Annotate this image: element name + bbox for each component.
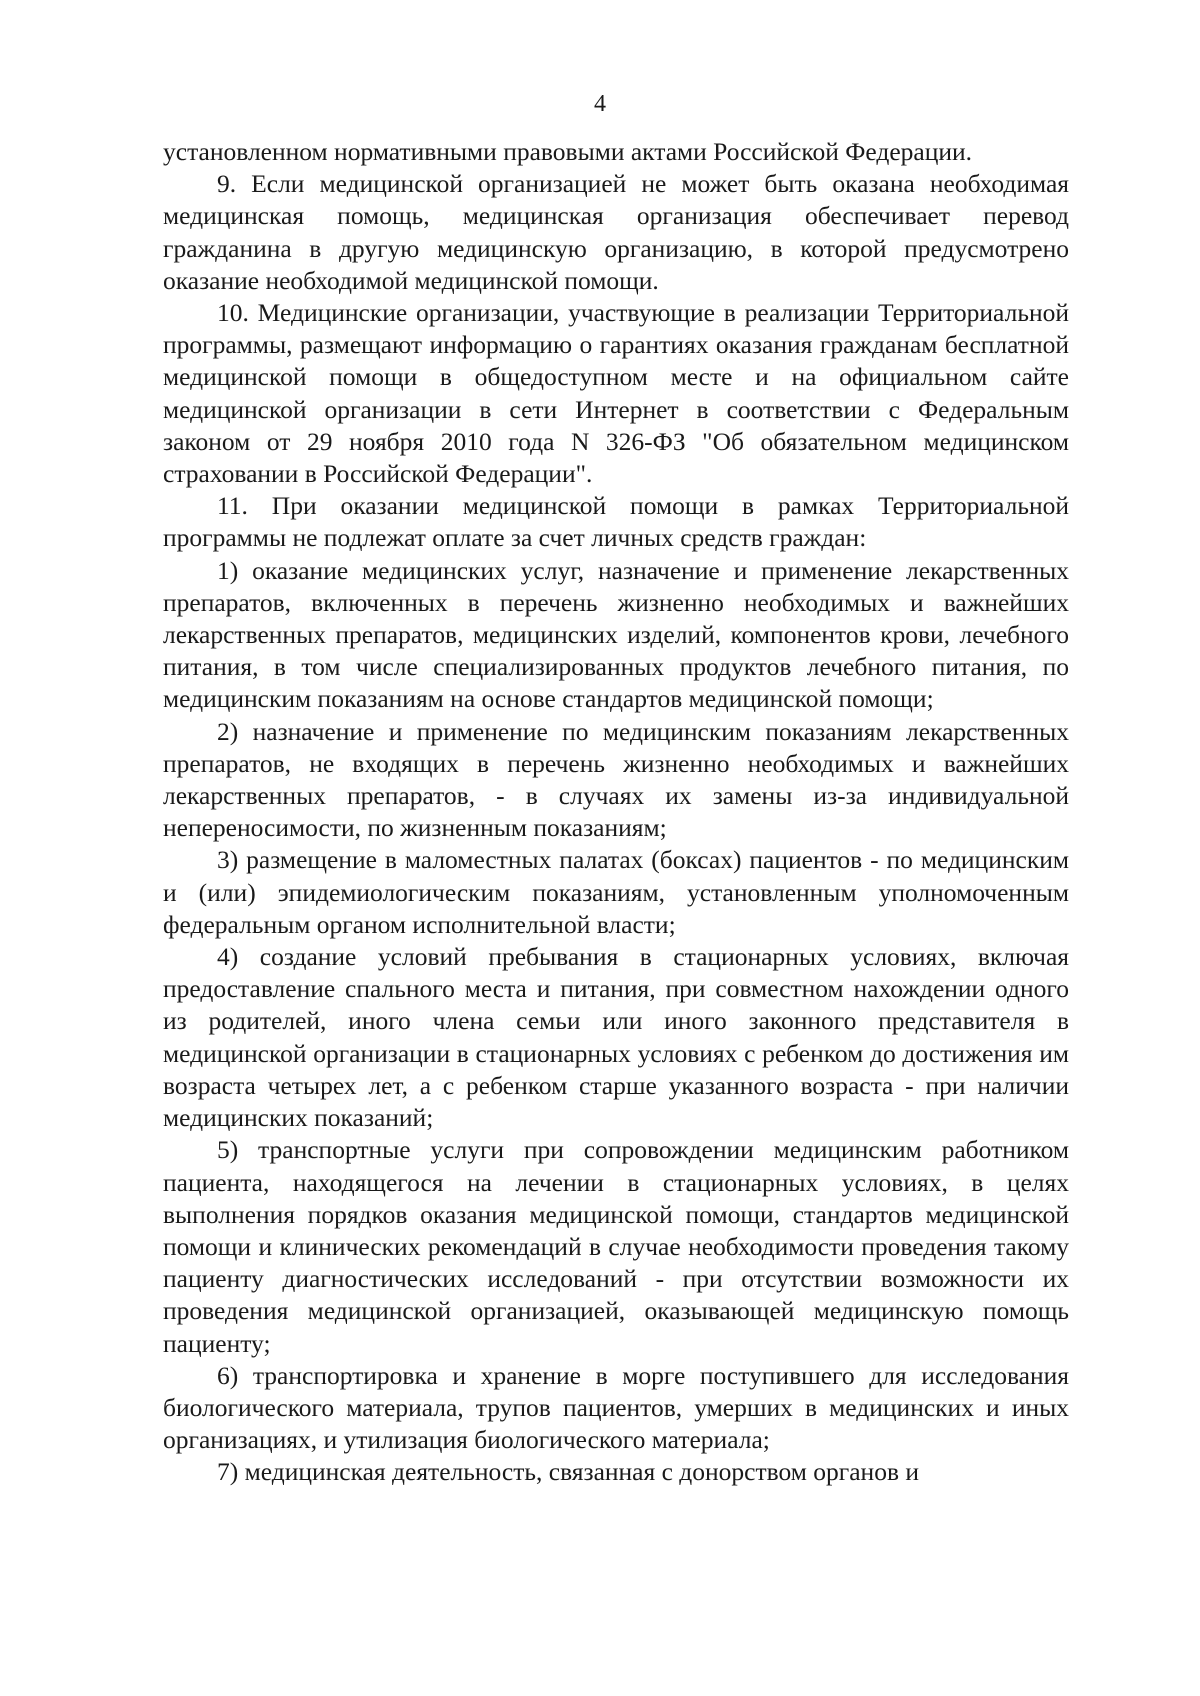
document-body	[163, 136, 1069, 1489]
paragraph-item-9: 9. Если медицинской организацией не может быть оказана необходимая медицинская помощь, медицинская организация обеспечивает перевод гражданина в другую медицинскую организацию, в которой предусмотрено оказание необходимой медицинской помощи.	[163, 169, 1069, 295]
subitem-5: 5) транспортные услуги при сопровождении медицинским работником пациента, находящегося на лечении в стационарных условиях, в целях выполнения порядков оказания медицинской помощи, стандартов медицинской помощи и клинических рекомендаций в случае необходимости проведения такому пациенту диагностических исследований - при отсутствии возможности их проведения медицинской организацией, оказывающей медицинскую помощь пациенту;	[163, 1135, 1069, 1358]
paragraph-continuation: установленном нормативными правовыми актами Российской Федерации.	[163, 137, 973, 166]
subitem-2: 2) назначение и применение по медицинским показаниям лекарственных препаратов, не входящих в перечень жизненно необходимых и важнейших лекарственных препаратов, - в случаях их замены из-за индивидуальной непереносимости, по жизненным показаниям;	[163, 716, 1069, 843]
subitem-1: 1) оказание медицинских услуг, назначение и применение лекарственных препаратов, включенных в перечень жизненно необходимых и важнейших лекарственных препаратов, медицинских изделий, компонентов крови, лечебного питания, в том числе специализированных продуктов лечебного питания, по медицинским показаниям на основе стандартов медицинской помощи;	[163, 555, 1069, 714]
subitem-4: 4) создание условий пребывания в стационарных условиях, включая предоставление спального места и питания, при совместном нахождении одного из родителей, иного члена семьи или иного законного представителя в медицинской организации в стационарных условиях с ребенком до достижения им возраста четырех лет, а с ребенком старше указанного возраста - при наличии медицинских показаний;	[163, 942, 1069, 1133]
paragraph-item-11: 11. При оказании медицинской помощи в рамках Территориальной программы не подлежат оплате за счет личных средств граждан:	[163, 491, 1069, 553]
subitem-6: 6) транспортировка и хранение в морге поступившего для исследования биологического материала, трупов пациентов, умерших в медицинских и иных организациях, и утилизация биологического материала;	[163, 1360, 1069, 1455]
subitem-3: 3) размещение в маломестных палатах (боксах) пациентов - по медицинским и (или) эпидемиологическим показаниям, установленным уполномоченным федеральным органом исполнительной власти;	[163, 845, 1069, 939]
page-number: 4	[594, 91, 606, 117]
paragraph-item-10: 10. Медицинские организации, участвующие в реализации Территориальной программы, размещают информацию о гарантиях оказания гражданам бесплатной медицинской помощи в общедоступном месте и на официальном сайте медицинской организации в сети Интернет в соответствии с Федеральным законом от 29 ноября 2010 года N 326-ФЗ "Об обязательном медицинском страховании в Российской Федерации".	[163, 298, 1069, 489]
subitem-7: 7) медицинская деятельность, связанная с донорством органов и	[217, 1457, 920, 1487]
